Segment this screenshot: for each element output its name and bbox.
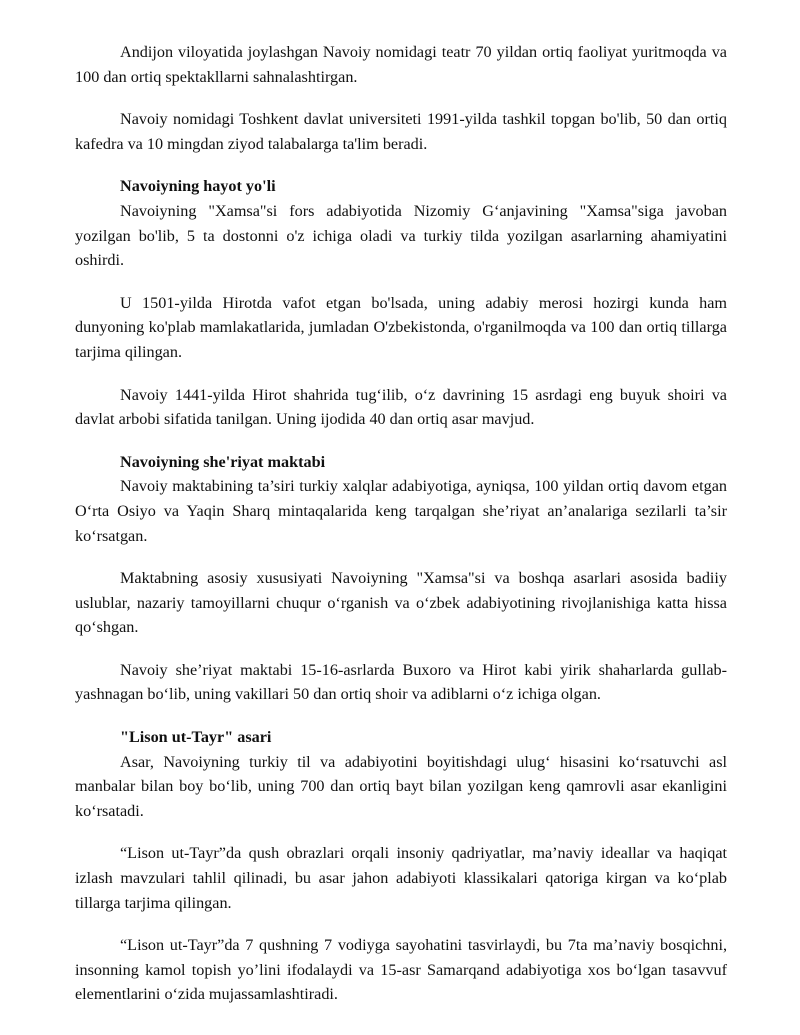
paragraph-xamsa: Navoiyning "Xamsa"si fors adabiyotida Nizomiy G‘anjavining "Xamsa"siga javoban yozilgan bo'lib, 5 ta dostonni o'z ichiga oladi va turkiy tilda yozilgan asarlarning ahamiyatini oshirdi. xyxy=(75,201,727,270)
paragraph-theatre: Andijon viloyatida joylashgan Navoiy nomidagi teatr 70 yildan ortiq faoliyat yuritmoqda va 100 dan ortiq spektakllarni sahnalashtirgan. xyxy=(75,43,727,86)
heading-poetry-school: Navoiyning she'riyat maktabi xyxy=(120,452,326,471)
paragraph-school-features: Maktabning asosiy xususiyati Navoiyning "Xamsa"si va boshqa asarlari asosida badiiy uslublar, nazariy tamoyillarni chuqur o‘rganish va o‘zbek adabiyotining rivojlanishiga katta hissa qo‘shgan. xyxy=(75,569,727,637)
paragraph-death: U 1501-yilda Hirotda vafot etgan bo'lsada, uning adabiy merosi hozirgi kunda ham dunyoning ko'plab mamlakatlarida, jumladan O'zbekistonda, o'rganilmoqda va 100 dan ortiq tillarga tarjima qilingan. xyxy=(75,293,727,361)
paragraph-lison-birds: “Lison ut-Tayr”da 7 qushning 7 vodiyga sayohatini tasvirlaydi, bu 7ta ma’naviy bosqichni, insonning kamol topish yo’lini ifodalaydi va 15-asr Samarqand adabiyotiga xos bo‘lgan tasavvuf elementlarini o‘zida mujassamlashtiradi. xyxy=(75,936,727,1004)
paragraph-school-flourish: Navoiy she’riyat maktabi 15-16-asrlarda Buxoro va Hirot kabi yirik shaharlarda gullab-yashnagan bo‘lib, uning vakillari 50 dan ortiq shoir va adiblarni o‘z ichiga olgan. xyxy=(75,660,727,704)
paragraph-lison-themes: “Lison ut-Tayr”da qush obrazlari orqali insoniy qadriyatlar, ma’naviy ideallar va haqiqat izlash mavzulari tahlil qilinadi, bu asar jahon adabiyoti klassikalari qatoriga kirgan va ko‘plab tillarga tarjima qilingan. xyxy=(75,844,727,912)
document-page xyxy=(75,40,727,1025)
paragraph-university: Navoiy nomidagi Toshkent davlat universiteti 1991-yilda tashkil topgan bo'lib, 50 dan ortiq kafedra va 10 mingdan ziyod talabalarga ta'lim beradi. xyxy=(75,110,727,153)
paragraph-school-influence: Navoiy maktabining ta’siri turkiy xalqlar adabiyotiga, ayniqsa, 100 yildan ortiq davom etgan O‘rta Osiyo va Yaqin Sharq mintaqalarida keng tarqalgan she’riyat an’analariga sezilarli ta’sir ko‘rsatgan. xyxy=(75,477,727,545)
heading-life-path: Navoiyning hayot yo'li xyxy=(120,177,276,196)
paragraph-lison-sources: Asar, Navoiyning turkiy til va adabiyotini boyitishdagi ulug‘ hisasini ko‘rsatuvchi asl manbalar bilan boy bo‘lib, uning 700 dan ortiq bayt bilan yozilgan keng qamrovli asar ekanligini ko‘rsatadi. xyxy=(75,752,727,820)
heading-lison-ut-tayr: "Lison ut-Tayr" asari xyxy=(120,728,272,747)
paragraph-birth: Navoiy 1441-yilda Hirot shahrida tug‘ilib, o‘z davrining 15 asrdagi eng buyuk shoiri va davlat arbobi sifatida tanilgan. Uning ijodida 40 dan ortiq asar mavjud. xyxy=(75,385,727,429)
